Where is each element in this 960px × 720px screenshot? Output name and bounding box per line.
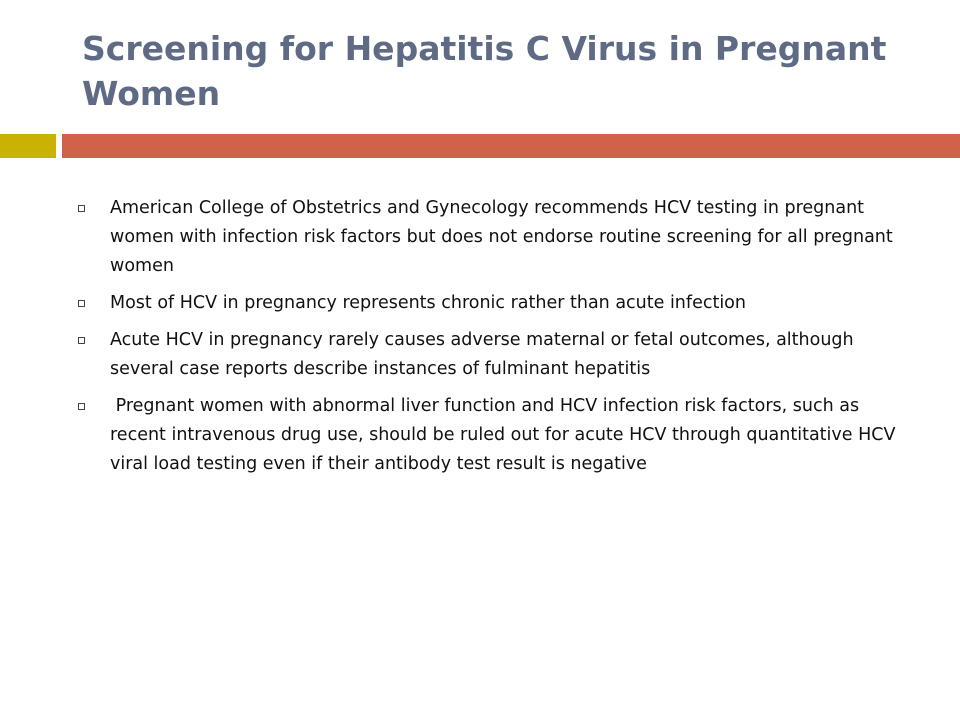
hollow-square-icon: [78, 337, 85, 344]
bullet-text: Acute HCV in pregnancy rarely causes adverse maternal or fetal outcomes, although several case reports describe instances of fulminant hepatitis: [110, 330, 854, 379]
bullet-text: American College of Obstetrics and Gynecology recommends HCV testing in pregnant women with infection risk factors but does not endorse routine screening for all pregnant women: [110, 198, 893, 276]
list-item: [72, 326, 902, 384]
hollow-square-icon: [78, 205, 85, 212]
list-item: [72, 289, 902, 318]
hollow-square-icon: [78, 403, 85, 410]
slide-title: Screening for Hepatitis C Virus in Pregnant Women: [82, 29, 887, 113]
bullet-list: [72, 194, 902, 487]
hollow-square-icon: [78, 300, 85, 307]
bullet-text: Pregnant women with abnormal liver function and HCV infection risk factors, such as recent intravenous drug use, should be ruled out for acute HCV through quantitative HCV viral load testing even if their antibody test result is negative: [110, 396, 902, 474]
list-item: [72, 392, 902, 479]
accent-bar-right: [62, 134, 960, 158]
accent-bar-left: [0, 134, 56, 158]
list-item: [72, 194, 902, 281]
bullet-text: Most of HCV in pregnancy represents chronic rather than acute infection: [110, 293, 746, 313]
